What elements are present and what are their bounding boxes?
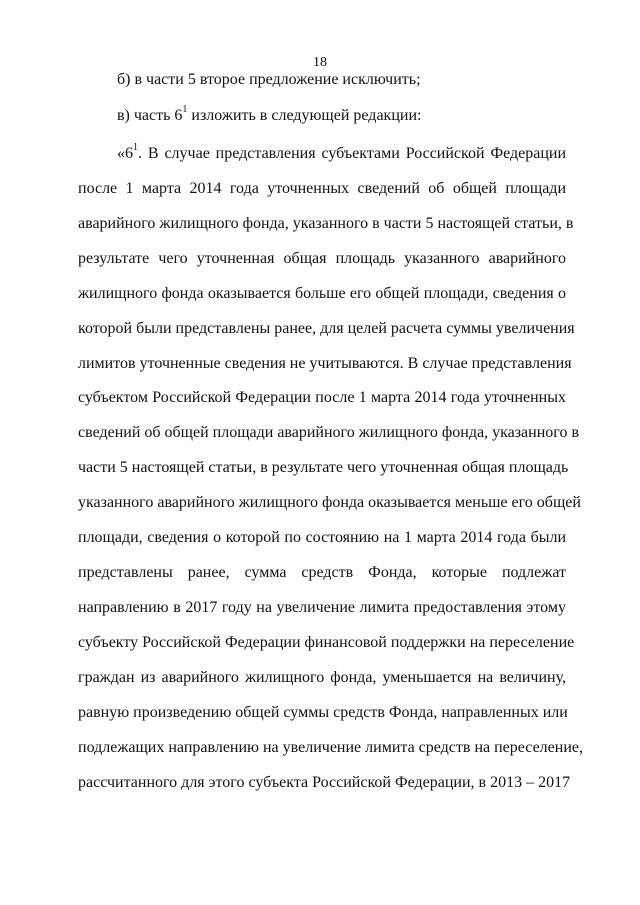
paragraph-number-prefix: «6 — [117, 145, 133, 162]
paragraph-line: субъекту Российской Федерации финансовой поддержки на переселение — [78, 634, 575, 651]
paragraph-line: направлению в 2017 году на увеличение лимита предоставления этому — [78, 599, 566, 616]
list-item-v — [117, 103, 566, 126]
list-item-b: б) в части 5 второе предложение исключить; — [117, 71, 421, 88]
paragraph-line: граждан из аварийного жилищного фонда, уменьшается на величину, — [78, 669, 566, 686]
paragraph-line: после 1 марта 2014 года уточненных сведений об общей площади — [78, 180, 566, 197]
paragraph-line: части 5 настоящей статьи, в результате чего уточненная общая площадь — [78, 459, 569, 476]
paragraph-line: равную произведению общей суммы средств Фонда, направленных или — [78, 704, 568, 721]
paragraph-line: представлены ранее, сумма средств Фонда, которые подлежат — [78, 564, 566, 581]
page-number: 18 — [313, 55, 327, 70]
paragraph-line: рассчитанного для этого субъекта Российской Федерации, в 2013 – 2017 — [78, 774, 571, 791]
paragraph-line: аварийного жилищного фонда, указанного в части 5 настоящей статьи, в — [78, 215, 574, 232]
list-item-v-prefix: в) часть 6 — [117, 107, 183, 124]
paragraph-line: площади, сведения о которой по состоянию на 1 марта 2014 года были — [78, 529, 566, 546]
paragraph-first-line — [117, 141, 566, 164]
paragraph-line: результате чего уточненная общая площадь указанного аварийного — [78, 250, 566, 267]
paragraph-line: сведений об общей площади аварийного жилищного фонда, указанного в — [78, 424, 579, 441]
paragraph-line: которой были представлены ранее, для целей расчета суммы увеличения — [78, 320, 575, 337]
paragraph-first-line-text: . В случае представления субъектами Российской Федерации — [138, 145, 566, 162]
list-item-v-superscript: 1 — [182, 103, 188, 115]
paragraph-number-superscript: 1 — [133, 141, 138, 153]
paragraph-line: подлежащих направлению на увеличение лимита средств на переселение, — [78, 739, 583, 756]
paragraph-line: жилищного фонда оказывается больше его общей площади, сведения о — [78, 285, 566, 302]
paragraph-line: лимитов уточненные сведения не учитываются. В случае представления — [78, 355, 572, 372]
paragraph-line: указанного аварийного жилищного фонда оказывается меньше его общей — [78, 494, 581, 511]
list-item-v-suffix: изложить в следующей редакции: — [187, 107, 422, 124]
paragraph-line: субъектом Российской Федерации после 1 марта 2014 года уточненных — [78, 389, 566, 406]
